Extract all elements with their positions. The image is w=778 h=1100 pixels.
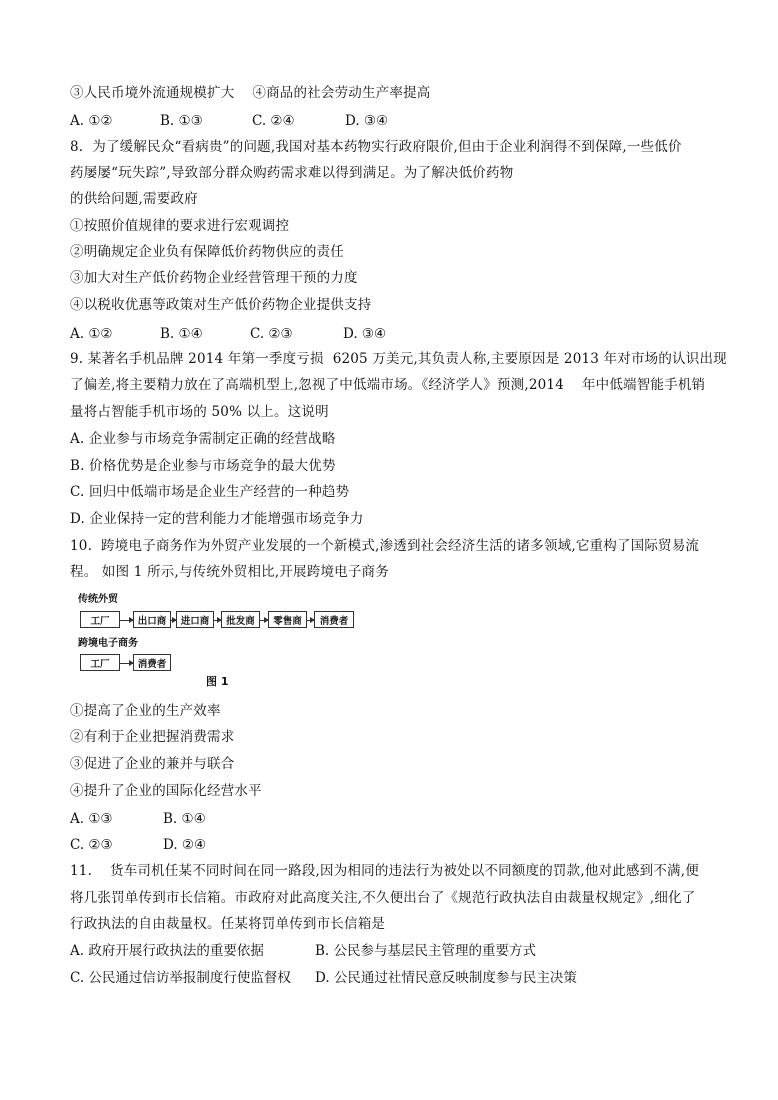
q11-stem-line-3: 行政执法的自由裁量权。任某将罚单传到市长信箱是 [70, 916, 386, 932]
q9-stem-line-3: 量将占智能手机市场的 50% 以上。这说明 [70, 404, 329, 420]
q8-stem-line-2: 药屡屡“玩失踪”,导致部分群众购药需求难以得到满足。为了解决低价药物 [70, 165, 514, 181]
q9-stem-line-2: 了偏差,将主要精力放在了高端机型上,忽视了中低端市场。《经济学人》预测,2014 年中低端智能手机销 [70, 377, 706, 393]
cb-box-factory: 工厂 [80, 654, 120, 671]
q10-option-a[interactable]: A. ①③ [70, 811, 113, 827]
q8-stem-line-1: 8. 为了缓解民众“看病贵”的问题,我国对基本药物实行政府限价,但由于企业利润得不到保障,一些低价 [70, 139, 682, 155]
q10-statement-4: ④提升了企业的国际化经营水平 [70, 783, 262, 799]
q8-statement-4: ④以税收优惠等政策对生产低价药物企业提供支持 [70, 297, 372, 313]
q10-statement-1: ①提高了企业的生产效率 [70, 703, 221, 719]
q9-option-c[interactable]: C. 回归中低端市场是企业生产经营的一种趋势 [70, 484, 350, 500]
q8-option-b[interactable]: B. ①④ [160, 326, 203, 342]
q11-option-b[interactable]: B. 公民参与基层民主管理的重要方式 [315, 943, 537, 959]
q10-option-d[interactable]: D. ②④ [163, 837, 207, 853]
q11-stem-line-1: 11. 货车司机任某不同时间在同一路段,因为相同的违法行为被处以不同额度的罚款,他对此感到不满,便 [70, 863, 699, 879]
q9-option-a[interactable]: A. 企业参与市场竞争需制定正确的经营战略 [70, 431, 336, 447]
arrow [120, 620, 133, 621]
trad-box-factory: 工厂 [80, 611, 120, 628]
trad-box-retailer: 零售商 [268, 611, 307, 628]
arrow [214, 620, 221, 621]
q8-stem-line-3: 的供给问题,需要政府 [70, 191, 198, 207]
figure-caption: 图 1 [206, 675, 229, 688]
arrow [307, 620, 314, 621]
q7-statement-3-4: ③人民币境外流通规模扩大 ④商品的社会劳动生产率提高 [70, 85, 431, 101]
trad-box-exporter: 出口商 [133, 611, 171, 628]
traditional-trade-label: 传统外贸 [78, 594, 118, 605]
q8-statement-3: ③加大对生产低价药物企业经营管理干预的力度 [70, 270, 358, 286]
q7-option-d[interactable]: D. ③④ [345, 113, 389, 129]
trad-box-consumer: 消费者 [314, 611, 354, 628]
q10-stem-line-1: 10. 跨境电子商务作为外贸产业发展的一个新模式,渗透到社会经济生活的诸多领域,它重构了国际贸易流 [70, 538, 700, 554]
cb-box-consumer: 消费者 [133, 654, 171, 671]
crossborder-ecommerce-label: 跨境电子商务 [78, 638, 138, 649]
q8-option-c[interactable]: C. ②③ [250, 326, 293, 342]
q11-option-d[interactable]: D. 公民通过社情民意反映制度参与民主决策 [315, 970, 577, 986]
q8-option-a[interactable]: A. ①② [70, 326, 113, 342]
q9-option-b[interactable]: B. 价格优势是企业参与市场竞争的最大优势 [70, 458, 336, 474]
q7-option-b[interactable]: B. ①③ [160, 113, 203, 129]
q11-option-a[interactable]: A. 政府开展行政执法的重要依据 [70, 943, 264, 959]
q8-option-d[interactable]: D. ③④ [343, 326, 387, 342]
q10-statement-2: ②有利于企业把握消费需求 [70, 729, 235, 745]
trade-flow-diagram [78, 590, 378, 688]
q7-option-a[interactable]: A. ①② [70, 113, 113, 129]
q9-option-d[interactable]: D. 企业保持一定的营利能力才能增强市场竞争力 [70, 511, 364, 527]
q10-stem-line-2: 程。 如图 1 所示,与传统外贸相比,开展跨境电子商务 [70, 564, 389, 580]
q8-statement-2: ②明确规定企业负有保障低价药物供应的责任 [70, 244, 344, 260]
q9-stem-line-1: 9. 某著名手机品牌 2014 年第一季度亏损 6205 万美元,其负责人称,主要原因是 2013 年对市场的认识出现 [70, 351, 727, 367]
arrow [120, 663, 133, 664]
q7-option-c[interactable]: C. ②④ [252, 113, 295, 129]
arrow [260, 620, 268, 621]
trad-box-importer: 进口商 [176, 611, 214, 628]
q10-option-b[interactable]: B. ①④ [163, 811, 206, 827]
q11-stem-line-2: 将几张罚单传到市长信箱。市政府对此高度关注,不久便出台了《规范行政执法自由裁量权规定》,细化了 [70, 890, 696, 906]
q11-option-c[interactable]: C. 公民通过信访举报制度行使监督权 [70, 970, 291, 986]
q8-statement-1: ①按照价值规律的要求进行宏观调控 [70, 218, 290, 234]
q10-option-c[interactable]: C. ②③ [70, 837, 113, 853]
q10-statement-3: ③促进了企业的兼并与联合 [70, 756, 235, 772]
trad-box-wholesaler: 批发商 [221, 611, 260, 628]
